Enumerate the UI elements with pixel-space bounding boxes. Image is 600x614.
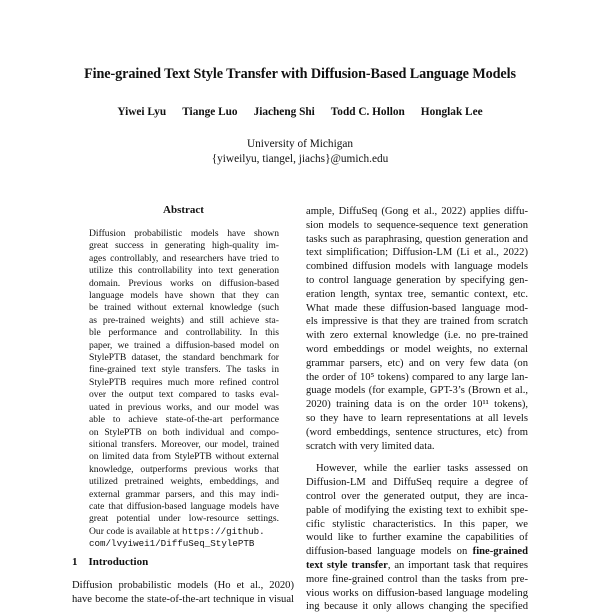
body-line: However, while the earlier tasks assessed on [316,463,528,475]
code-url-link[interactable]: com/lvyiwei1/DiffuSeq_StylePTB [89,538,255,550]
author-emails: {yiweilyu, tiangel, jiachs}@umich.edu [211,152,389,165]
institution: University of Michigan [246,138,354,150]
abstract-line: Diffusion probabilistic models have shown [89,228,279,239]
author-name: Todd C. Hollon [330,106,405,118]
abstract-line: language models have shown that they can [89,290,279,302]
abstract-line [89,526,279,538]
abstract-line: StylePTB requires much more refined control [89,376,279,388]
code-availability-text: Our code is available at [89,525,180,537]
body-line: ing because it only allows changing the specified [306,601,528,613]
intro-line: have become the state-of-the-art technique in visual [72,593,294,605]
body-line: sion models to sequence-sequence text generation [306,219,528,231]
abstract-line: over the output text compared to tasks eval- [89,389,279,401]
abstract-line: ages controllably, and researchers have tried to [89,252,279,264]
abstract-line: sitional transfers. Moreover, our model, trained [89,438,279,450]
abstract-line: utilize this controllability into text generation [89,265,279,277]
body-line: guage models (for example, GPT-3’s (Brown et al., [306,385,528,397]
body-line: combined diffusion models with language models [306,261,528,273]
section-number: 1 [72,556,78,568]
body-line: eration length, syntax tree, semantic context, etc. [306,288,528,300]
body-line: cific stylistic characteristics. In this paper, we [306,518,528,530]
abstract-line: able to achieve state-of-the-art performance [89,414,279,426]
body-line: would like to further examine the capabilities of [306,532,528,544]
body-line [306,545,528,559]
paragraph-gap [306,453,528,462]
body-line: to control language generation by specifying gen- [306,274,528,286]
abstract-line [89,538,279,550]
right-column [306,205,528,614]
body-line: Diffusion-LM and DiffuSeq require a degree of [306,477,528,489]
abstract-line: great success in generating high-quality im- [89,240,279,252]
body-line: 2020) training data is on the order 10¹¹ tokens), [306,399,528,411]
section-title: Introduction [88,556,149,568]
body-line: with zero external knowledge (i.e. no pre-trained [306,330,528,342]
abstract-body [89,228,279,551]
intro-line: Diffusion probabilistic models (Ho et al., 2020) [72,580,294,591]
body-line: scratch with very limited data. [306,440,435,452]
body-line: word embeddings or model weights, no external [306,343,528,355]
abstract-line: ble performance and controllability. In this [89,327,279,339]
abstract-line: be trained without external knowledge (such [89,302,279,314]
abstract-heading: Abstract [163,204,204,216]
body-line: control over the generated output, they are inca- [306,490,528,502]
body-line: ample, DiffuSeq (Gong et al., 2022) applies diffu- [306,206,528,217]
abstract-line: on StylePTB on both individual and compo- [89,426,279,438]
abstract-line: domain. Previous works on diffusion-based [89,277,279,289]
bold-term: text style transfer [306,559,388,571]
abstract-line: uated in previous works, and our model was [89,401,279,413]
intro-body [72,579,294,607]
abstract-line: external grammar parsers, and this may indi- [89,488,279,500]
abstract-line: StylePTB dataset, the standard benchmark for [89,352,279,364]
author-list [0,106,600,118]
body-line: els impressive is that they are trained from scratch [306,316,528,328]
body-line: What made these diffusion-based language mod- [306,302,528,314]
body-line: tasks such as paraphrasing, question generation and [306,233,528,245]
body-line [306,559,528,573]
author-name: Jiacheng Shi [253,106,315,118]
body-line: vious works on diffusion-based language modeling [306,587,528,599]
abstract-line: knowledge, outperforms previous works that [89,463,279,475]
body-line: grammar parsers, etc) and on very few data (on [306,357,528,369]
body-line: more fine-grained control than the tasks from pre- [306,573,528,585]
abstract-line: as pre-trained weights) and still achieve sta- [89,314,279,326]
abstract-line: fine-grained text style transfers. The tasks in [89,364,279,376]
bold-term: fine-grained [472,546,528,558]
author-name: Yiwei Lyu [117,106,167,118]
body-line: the order of 10⁵ tokens) compared to any large lan- [306,371,528,383]
paper-title: Fine-grained Text Style Transfer with Diffusion-Based Language Models [84,66,516,82]
abstract-line: on limited data from StylePTB without external [89,451,279,463]
section-heading [72,556,159,568]
body-line: text simplification; Diffusion-LM (Li et al., 2022) [306,247,528,259]
affiliation [0,137,600,166]
body-text: diffusion-based language models on [306,546,473,558]
body-line: (word embeddings, sentence structures, etc) from [306,426,528,438]
code-url-link[interactable]: https://github. [181,525,265,537]
abstract-line: cate that diffusion-based language models have [89,500,279,512]
abstract-line: great potential under low-resource settings. [89,513,279,525]
body-line: pable of modifying the existing text to exhibit spe- [306,504,528,516]
author-name: Honglak Lee [420,106,483,118]
abstract-line: paper, we trained a diffusion-based model on [89,339,279,351]
author-name: Tiange Luo [182,106,238,118]
body-line: so they have to learn representations at all levels [306,412,528,424]
abstract-line: utilized pretrained weights, embeddings, and [89,476,279,488]
body-text: , an important task that requires [387,559,528,571]
